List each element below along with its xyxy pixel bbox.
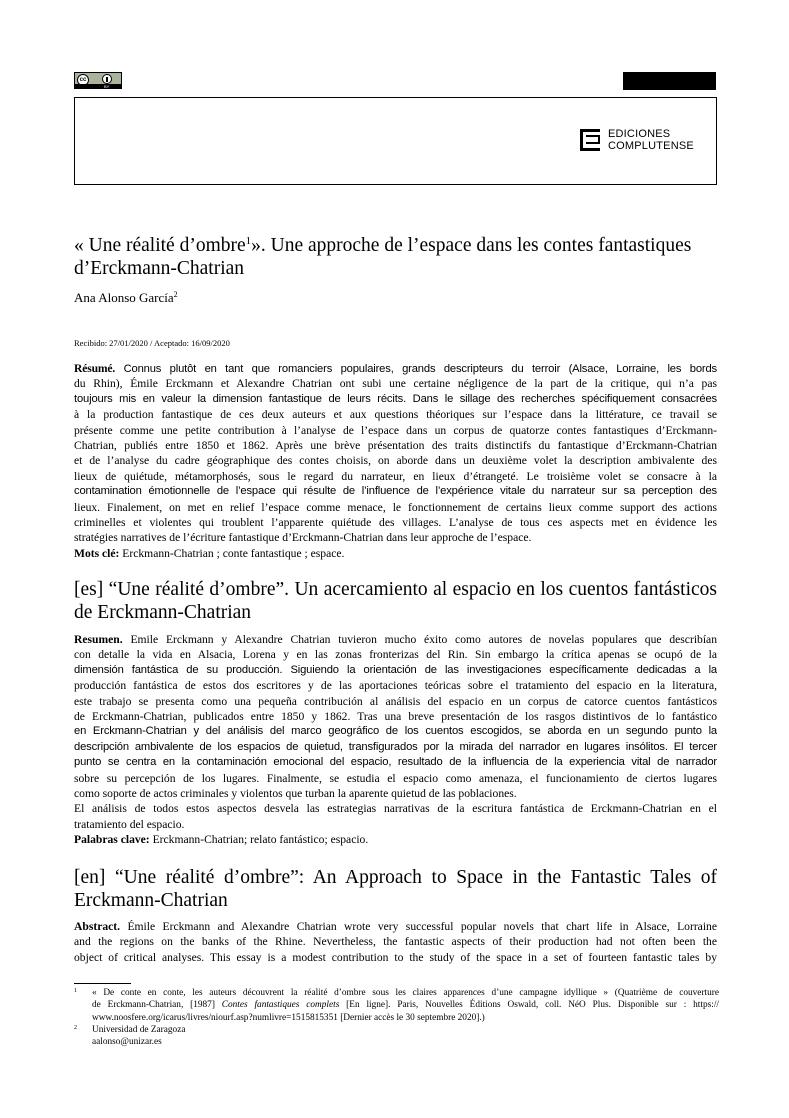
ediciones-complutense-logo-icon [580,129,600,151]
title-en: [en] “Une réalité d’ombre”: An Approach to Space in the Fantastic Tales of Erckmann-Chatrian [74,867,717,911]
cc-by-license-badge[interactable] [74,72,122,89]
publisher-name: EDICIONES COMPLUTENSE [608,128,694,152]
title-es: [es] “Une réalité d’ombre”. Un acercamiento al espacio en los cuentos fantásticos de Erckmann-Chatrian [74,579,717,623]
publisher-logo [580,128,694,152]
footnote-ref-2[interactable]: 2 [173,290,178,299]
footnote-url[interactable]: www.noosfere.org/icarus/livres/niourf.asp?numlivre=1515815351 [Dernier accès le 30 septembre 2020].) [92,1012,485,1023]
footnote-2: 2 Universidad de Zaragoza aalonso@unizar.es [74,1024,719,1049]
cc-icon: cc [77,74,89,86]
author-email[interactable]: aalonso@unizar.es [92,1037,162,1048]
abstract-en: Abstract. Émile Erckmann and Alexandre Chatrian wrote very successful popular novels that chart life in Alsace, Lorraine and the regions on the banks of the Rhine. Nevertheless, the fantastic aspects of their production had not often been the object of critical analyses. This essay is a modest contribution to the study of the space in a set of fourteen fantastic tales by [74,920,717,964]
author-name: Ana Alonso García$^2$ [74,290,178,305]
footnote-separator [74,983,131,984]
header-black-bar [623,72,716,90]
article-title: « Une réalité d’ombre$^1$». Une approche de l’espace dans les contes fantastiques d’Erckmann-Chatrian [74,235,692,279]
footnote-ref-1[interactable]: 1 [245,235,252,247]
received-accepted-dates: Recibido: 27/01/2020 / Aceptado: 16/09/2020 [74,338,230,348]
abstract-es: Resumen. Emile Erckmann y Alexandre Chatrian tuvieron mucho éxito como autores de novelas populares que describían con detalle la vida en Alsacia, Lorena y en las zonas fronterizas del Rin. Sin embargo la crítica apenas se ocupó de la dimensión fantástica de su producción. Siguiendo la orientación de las investigaciones específicamente dedicadas a la producción fantástica de estos dos escritores y de las aportaciones teóricas sobre el tratamiento del espacio en la literatura, este trabajo se presenta como una pequeña contribución al análisis del espacio en un corpus de catorce cuentos fantásticos de Erckmann-Chatrian, publicados entre 1850 y 1862. Tras una breve presentación de los rasgos distintivos de lo fantástico en Erckmann-Chatrian y del análisis del marco geográfico de los cuentos escogidos, se aborda en un segundo punto la descripción ambivalente de los espacios de quietud, transfigurados por la mirada del narrador en lugares insólitos. El tercer punto se centra en la contaminación emocional del espacio, resultado de la influencia de la experiencia vital de narrador sobre su percepción de los lugares. Finalmente, se estudia el espacio como amenaza, el funcionamiento de ciertos lugares como soporte de actos criminales y violentos que turban la aparente quietud de las poblaciones. El análisis de todos estos aspectos desvela las estrategias narrativas de la escritura fantástica de Erckmann-Chatrian en el tratamiento del espacio. Palabras clave: Erckmann-Chatrian; relato fantástico; espacio. [74,633,717,847]
abstract-fr: Résumé. Connus plutôt en tant que romanciers populaires, grands descripteurs du terroir (Alsace, Lorraine, les bords du Rhin), Émile Erckmann et Alexandre Chatrian ont subi une certaine négligence de la part de la critique, qui n’a pas toujours mis en valeur la dimension fantastique de leurs récits. Dans le sillage des recherches spécifiquement consacrées à la production fantastique de ces deux auteurs et aux questions théoriques sur l’espace dans la littérature, ce travail se présente comme une petite contribution à l’analyse de l’espace dans un corpus de quatorze contes fantastiques d’Erckmann- Chatrian, publiés entre 1850 et 1862. Après une brève présentation des traits distinctifs du fantastique d’Erckmann-Chatrian et de l’analyse du cadre géographique des contes choisis, on aborde dans un deuxième volet la description ambivalente des lieux de quiétude, métamorphosés, sous le regard du narrateur, en lieux d’étrangeté. Le troisième volet se consacre à la contamination émotionnelle de l’espace qui résulte de l’influence de l’expérience vitale du narrateur sur sa perception des lieux. Finalement, on met en relief l’espace comme menace, le fonctionnement de certains lieux comme support des actions criminelles et violentes qui troublent l’apparente quiétude des villages. L’analyse de tous ces aspects met en évidence les stratégies narratives de l’écriture fantastique d’Erckmann-Chatrian dans leur approche de l’espace. Mots clé: Erckmann-Chatrian ; conte fantastique ; espace. [74,362,717,560]
keywords-es: Palabras clave: Erckmann-Chatrian; relato fantástico; espacio. [74,833,369,847]
keywords-fr: Mots clé: Erckmann-Chatrian ; conte fantastique ; espace. [74,546,345,560]
footnote-1: 1 « De conte en conte, les auteurs découvrent la réalité d’ombre sous les claires apparences d’une campagne idyllique » (Quatrième de couverture de Erckmann-Chatrian, [1987] Contes fantastiques complets [En ligne]. Paris, Nouvelles Éditions Oswald, coll. NéO Plus. Disponible sur : https:// www.noosfere.org/icarus/livres/niourf.asp?numlivre=1515815351 [Dernier accès le 30 septembre 2020].) [74,988,719,1023]
by-person-icon [102,74,112,84]
by-label: BY [104,84,110,89]
license-band [75,84,121,88]
